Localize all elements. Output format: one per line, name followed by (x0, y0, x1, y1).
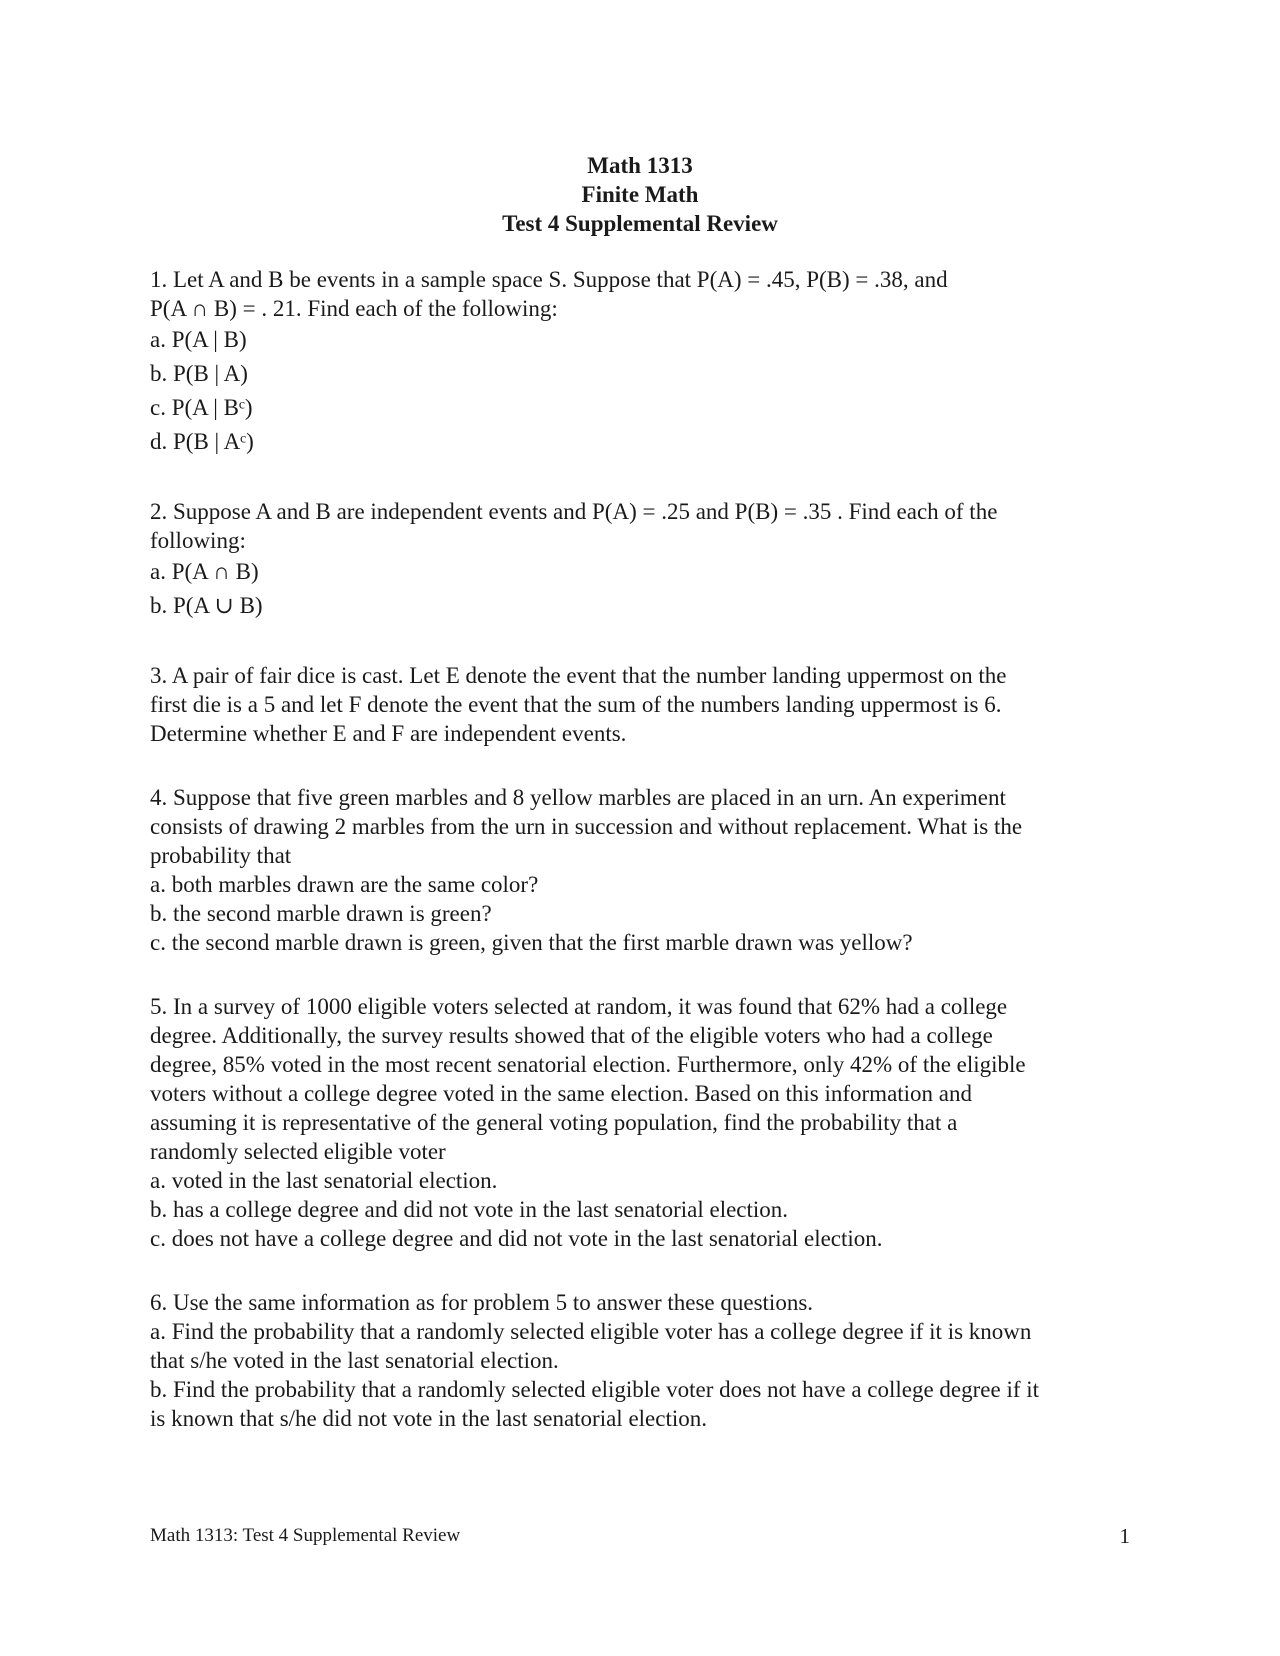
problem-part: a. voted in the last senatorial election. (150, 1168, 498, 1193)
review-title: Test 4 Supplemental Review (502, 211, 778, 236)
problem-part: b. P(A ∪ B) (150, 593, 263, 618)
problem-text-line: degree. Additionally, the survey results showed that of the eligible voters who had a college (150, 1023, 993, 1048)
problem-text-line: b. Find the probability that a randomly selected eligible voter does not have a college degree if it (150, 1377, 1040, 1402)
problem-3 (150, 661, 1130, 748)
problem-part: d. P(B | Aᶜ) (150, 429, 254, 454)
problem-text-line: following: (150, 528, 246, 553)
problem-part: b. P(B | A) (150, 361, 248, 386)
spacer (150, 748, 1130, 783)
problem-6 (150, 1288, 1130, 1433)
page-number: 1 (1119, 1524, 1130, 1548)
problem-text-line: voters without a college degree voted in the same election. Based on this information and (150, 1081, 973, 1106)
problem-text-line: 1. Let A and B be events in a sample space S. Suppose that P(A) = .45, P(B) = .38, and (150, 267, 948, 292)
problem-text-line: is known that s/he did not vote in the last senatorial election. (150, 1406, 707, 1431)
footer-title: Math 1313: Test 4 Supplemental Review (150, 1525, 461, 1546)
course-title: Math 1313 (587, 153, 693, 178)
problem-text-line: assuming it is representative of the general voting population, find the probability that a (150, 1110, 958, 1135)
problem-text-line: first die is a 5 and let F denote the event that the sum of the numbers landing uppermost is 6. (150, 692, 1002, 717)
problem-text-line: P(A ∩ B) = . 21. Find each of the following: (150, 296, 558, 321)
problem-part: b. the second marble drawn is green? (150, 901, 492, 926)
problem-text-line: degree, 85% voted in the most recent senatorial election. Furthermore, only 42% of the eligible (150, 1052, 1026, 1077)
problem-text-line: 6. Use the same information as for problem 5 to answer these questions. (150, 1290, 814, 1315)
problem-text-line: that s/he voted in the last senatorial election. (150, 1348, 559, 1373)
spacer (150, 623, 1130, 661)
problem-part: c. P(A | Bᶜ) (150, 395, 253, 420)
problem-part: a. P(A ∩ B) (150, 559, 259, 584)
problem-part: a. both marbles drawn are the same color? (150, 872, 539, 897)
spacer (150, 459, 1130, 497)
problem-text-line: Determine whether E and F are independent events. (150, 721, 627, 746)
problem-part: b. has a college degree and did not vote in the last senatorial election. (150, 1197, 789, 1222)
problem-part: c. does not have a college degree and did not vote in the last senatorial election. (150, 1226, 883, 1251)
problem-text-line: 3. A pair of fair dice is cast. Let E denote the event that the number landing uppermost on the (150, 663, 1007, 688)
problem-part: c. the second marble drawn is green, given that the first marble drawn was yellow? (150, 930, 913, 955)
problem-text-line: consists of drawing 2 marbles from the urn in succession and without replacement. What is the (150, 814, 1023, 839)
problem-4 (150, 783, 1130, 957)
spacer (150, 1253, 1130, 1288)
problem-list (150, 265, 1130, 1433)
problem-text-line: 2. Suppose A and B are independent events and P(A) = .25 and P(B) = .35 . Find each of the (150, 499, 998, 524)
problem-text-line: randomly selected eligible voter (150, 1139, 446, 1164)
subject-title: Finite Math (581, 182, 699, 207)
problem-text-line: 5. In a survey of 1000 eligible voters selected at random, it was found that 62% had a college (150, 994, 1008, 1019)
problem-text-line: probability that (150, 843, 292, 868)
problem-1 (150, 265, 1130, 459)
document-header (0, 151, 1280, 238)
problem-part: a. P(A | B) (150, 327, 247, 352)
problem-5 (150, 992, 1130, 1253)
problem-2 (150, 497, 1130, 623)
problem-text-line: a. Find the probability that a randomly selected eligible voter has a college degree if it is known (150, 1319, 1032, 1344)
problem-text-line: 4. Suppose that five green marbles and 8 yellow marbles are placed in an urn. An experiment (150, 785, 1006, 810)
spacer (150, 957, 1130, 992)
